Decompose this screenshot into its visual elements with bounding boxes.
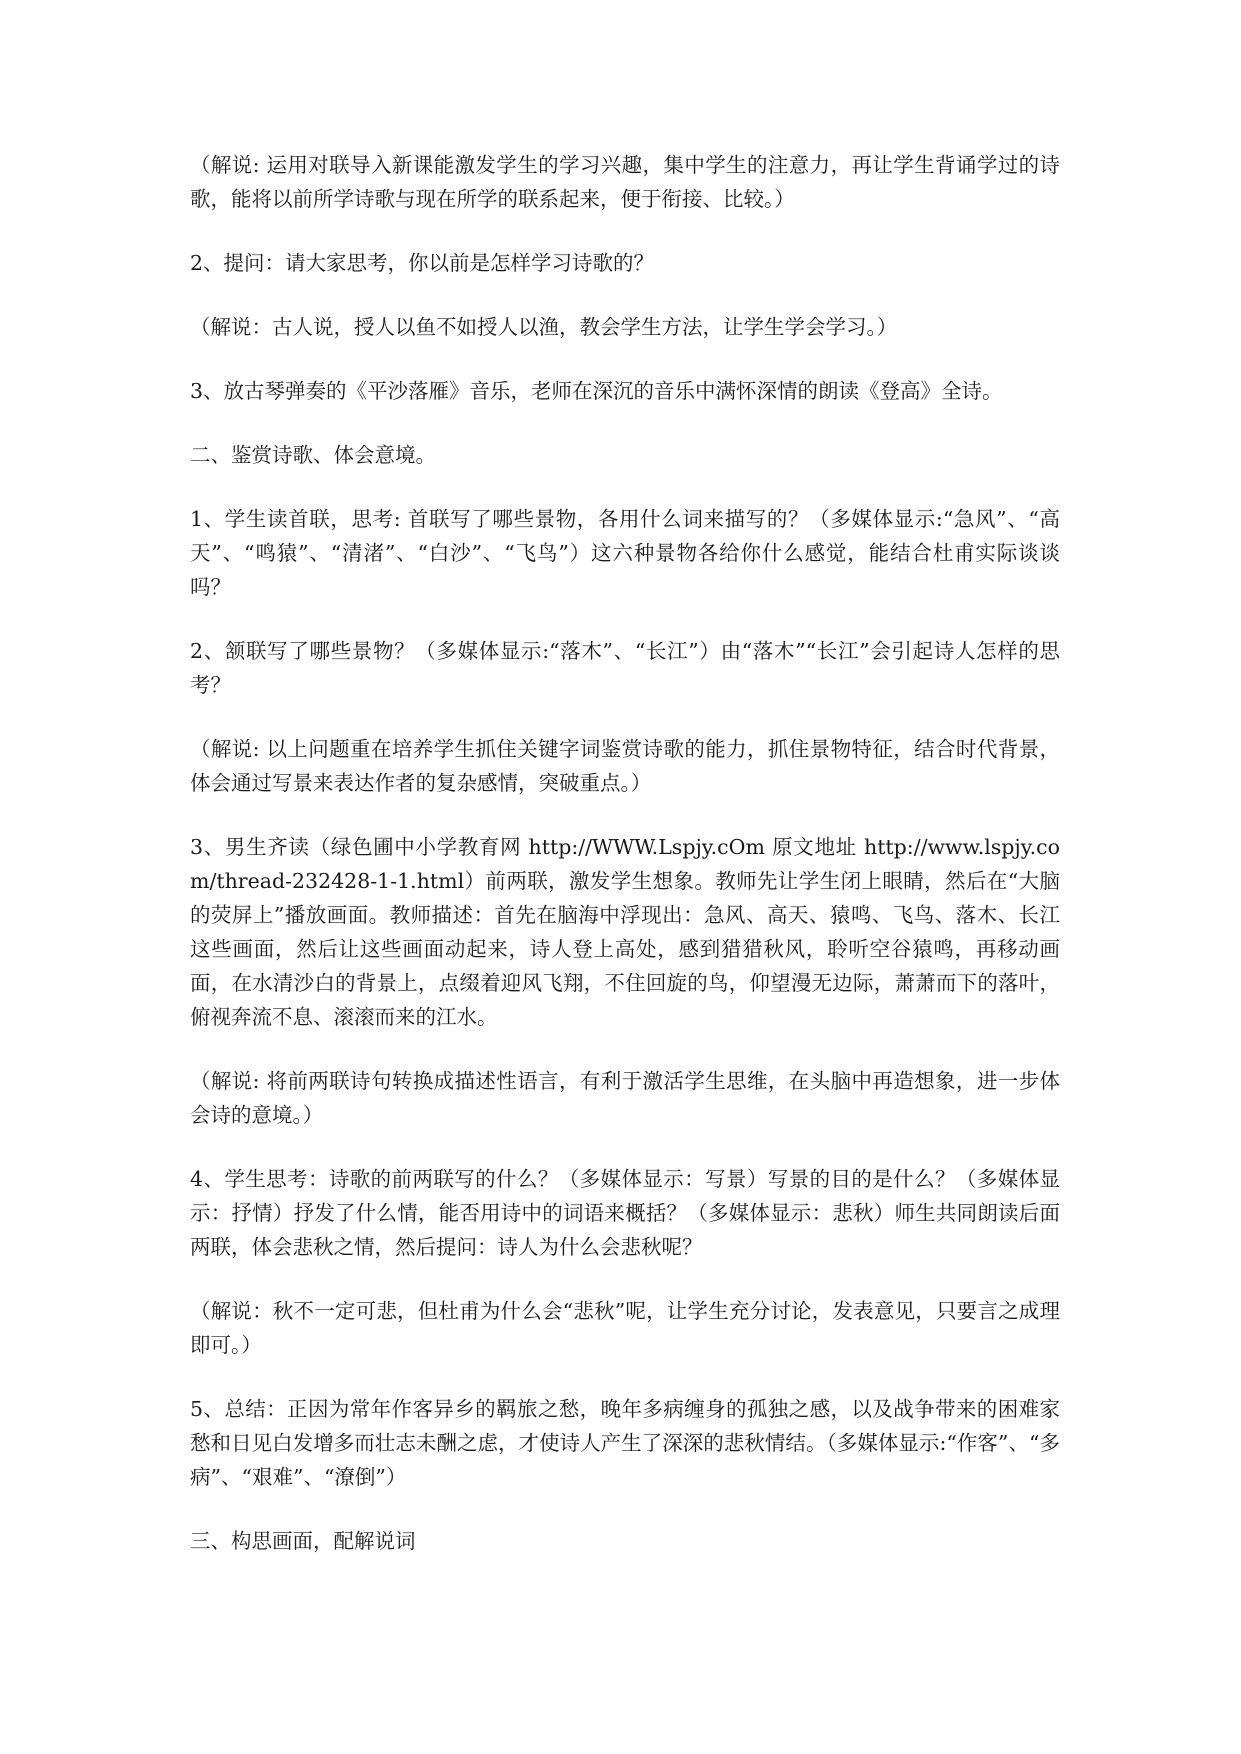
paragraph-commentary-imagination: （解说: 将前两联诗句转换成描述性语言，有利于激活学生思维，在头脑中再造想象，进一步体会诗的意境。）: [190, 1069, 1060, 1127]
paragraph-step-4-thinking: 4、学生思考：诗歌的前两联写的什么？（多媒体显示：写景）写景的目的是什么？（多媒体显示：抒情）抒发了什么情，能否用诗中的词语来概括？（多媒体显示：悲秋）师生共同朗读后面两联，体会悲秋之情，然后提问：诗人为什么会悲秋呢？: [190, 1167, 1060, 1259]
paragraph-step-5-summary: 5、总结：正因为常年作客异乡的羁旅之愁，晚年多病缠身的孤独之感，以及战争带来的困难家愁和日见白发增多而壮志未酬之虑，才使诗人产生了深深的悲秋情结。（多媒体显示:“作客”、“多病”、“艰难”、“潦倒”）: [190, 1397, 1060, 1489]
paragraph-commentary-fishing: （解说：古人说，授人以鱼不如授人以渔，教会学生方法，让学生学会学习。）: [190, 315, 898, 339]
paragraph-question-2: 2、提问：请大家思考，你以前是怎样学习诗歌的？: [190, 251, 655, 275]
paragraph-step-2-second-couplet: 2、颔联写了哪些景物？（多媒体显示:“落木”、“长江”）由“落木”“长江”会引起诗人怎样的思考？: [190, 639, 1060, 697]
document-body: [190, 148, 1060, 1588]
paragraph-step-3-boys-read: 3、男生齐读（绿色圃中小学教育网 http://WWW.Lspjy.cOm 原文地址 http://www.lspjy.com/thread-232428-1-1.html）前两联，激发学生想象。教师先让学生闭上眼睛，然后在“大脑的荧屏上”播放画面。教师描述：首先在脑海中浮现出：急风、高天、猿鸣、飞鸟、落木、长江这些画面，然后让这些画面动起来，诗人登上高处，感到猎猎秋风，聆听空谷猿鸣，再移动画面，在水清沙白的背景上，点缀着迎风飞翔，不住回旋的鸟，仰望漫无边际，萧萧而下的落叶，俯视奔流不息、滚滚而来的江水。: [190, 835, 1060, 1029]
section-heading-2: 二、鉴赏诗歌、体会意境。: [190, 443, 436, 467]
paragraph-commentary-autumn: （解说：秋不一定可悲，但杜甫为什么会“悲秋”呢，让学生充分讨论，发表意见，只要言之成理即可。）: [190, 1299, 1060, 1357]
paragraph-step-1-first-couplet: 1、学生读首联，思考: 首联写了哪些景物，各用什么词来描写的？（多媒体显示:“急风”、“高天”、“鸣猿”、“清渚”、“白沙”、“飞鸟”）这六种景物各给你什么感觉，能结合杜甫实际谈谈吗？: [190, 507, 1060, 599]
paragraph-step-3-music: 3、放古琴弹奏的《平沙落雁》音乐，老师在深沉的音乐中满怀深情的朗读《登高》全诗。: [190, 379, 1003, 403]
paragraph-commentary-couplet: （解说: 运用对联导入新课能激发学生的学习兴趣，集中学生的注意力，再让学生背诵学过的诗歌，能将以前所学诗歌与现在所学的联系起来，便于衔接、比较。）: [190, 153, 1060, 211]
paragraph-commentary-keywords: （解说: 以上问题重在培养学生抓住关键字词鉴赏诗歌的能力，抓住景物特征，结合时代背景，体会通过写景来表达作者的复杂感情，突破重点。）: [190, 737, 1060, 795]
section-heading-3: 三、构思画面，配解说词: [190, 1529, 416, 1553]
